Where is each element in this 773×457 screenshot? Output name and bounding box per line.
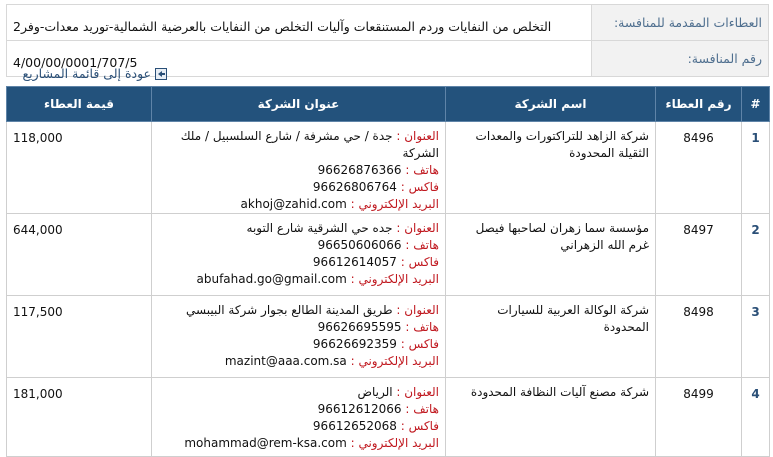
email-key: البريد الإلكتروني : [350, 354, 439, 368]
address-key: العنوان : [396, 303, 439, 317]
phone-text: 96612612066 [317, 402, 402, 416]
company-name: شركة الوكالة العربية للسيارات المحدودة [446, 296, 656, 378]
fax-key: فاكس : [400, 337, 439, 351]
offers-table-header [7, 87, 770, 122]
back-link-label: عودة إلى قائمة المشاريع [22, 66, 151, 81]
address-text: جده حي الشرقية شارع التوبه [246, 221, 393, 235]
phone-text: 96650606066 [317, 238, 402, 252]
fax-key: فاكس : [400, 255, 439, 269]
company-address [152, 122, 446, 214]
email-text: abufahad.go@gmail.com [196, 272, 347, 286]
fax-text: 96626692359 [312, 337, 397, 351]
row-index: 4 [742, 378, 770, 457]
address-line [158, 302, 439, 319]
company-name: مؤسسة سما زهران لصاحبها فيصل غرم الله الزهراني [446, 214, 656, 296]
address-text: طريق المدينة الطالع بجوار شركة البيبسي [186, 303, 393, 317]
offer-value: 118,000 [7, 122, 152, 214]
header-company-address[interactable]: عنوان الشركة [152, 87, 446, 122]
email-line [158, 196, 439, 213]
email-key: البريد الإلكتروني : [350, 436, 439, 450]
row-index: 2 [742, 214, 770, 296]
row-index: 1 [742, 122, 770, 214]
email-line [158, 435, 439, 452]
company-name: شركة الزاهد للتراكتورات والمعدات الثقيلة المحدودة [446, 122, 656, 214]
fax-key: فاكس : [400, 180, 439, 194]
back-arrow-icon [155, 68, 167, 80]
phone-line [158, 162, 439, 179]
company-address [152, 214, 446, 296]
company-address [152, 296, 446, 378]
offer-number: 8496 [656, 122, 742, 214]
fax-line [158, 254, 439, 271]
header-offer-value[interactable]: قيمة العطاء [7, 87, 152, 122]
table-row [7, 214, 770, 296]
address-key: العنوان : [396, 221, 439, 235]
phone-line [158, 237, 439, 254]
email-line [158, 353, 439, 370]
phone-text: 96626695595 [317, 320, 402, 334]
offer-value: 644,000 [7, 214, 152, 296]
email-key: البريد الإلكتروني : [350, 197, 439, 211]
table-row [7, 296, 770, 378]
offer-number: 8497 [656, 214, 742, 296]
offer-number: 8499 [656, 378, 742, 457]
address-key: العنوان : [396, 385, 439, 399]
fax-line [158, 418, 439, 435]
phone-line [158, 319, 439, 336]
address-line [158, 220, 439, 237]
email-line [158, 271, 439, 288]
fax-key: فاكس : [400, 419, 439, 433]
header-company-name[interactable]: اسم الشركة [446, 87, 656, 122]
fax-text: 96612614057 [312, 255, 397, 269]
address-line [158, 384, 439, 401]
email-text: mazint@aaa.com.sa [224, 354, 347, 368]
table-row [7, 122, 770, 214]
phone-key: هاتف : [405, 238, 439, 252]
back-to-projects-link[interactable] [23, 66, 167, 82]
address-text: الرياض [357, 385, 393, 399]
header-index[interactable]: # [742, 87, 770, 122]
tender-number-label: رقم المنافسة: [592, 41, 769, 77]
email-text: akhoj@zahid.com [240, 197, 347, 211]
offers-row [7, 5, 769, 41]
fax-line [158, 179, 439, 196]
tender-number-text: 4/00/00/0001/707/5 [13, 55, 138, 70]
address-text: جدة / حي مشرفة / شارع السلسبيل / ملك الشركة [180, 129, 439, 160]
fax-line [158, 336, 439, 353]
phone-key: هاتف : [405, 320, 439, 334]
company-name: شركة مصنع آليات النظافة المحدودة [446, 378, 656, 457]
phone-key: هاتف : [405, 163, 439, 177]
fax-text: 96626806764 [312, 180, 397, 194]
offers-value: التخلص من النفايات وردم المستنقعات وآليات التخلص من النفايات بالعرضية الشمالية-توريد معدات-وفر2 [7, 5, 592, 41]
address-line [158, 128, 439, 162]
row-index: 3 [742, 296, 770, 378]
offer-number: 8498 [656, 296, 742, 378]
company-address [152, 378, 446, 457]
offer-value: 117,500 [7, 296, 152, 378]
header-offer-number[interactable]: رقم العطاء [656, 87, 742, 122]
phone-line [158, 401, 439, 418]
phone-key: هاتف : [405, 402, 439, 416]
table-row [7, 378, 770, 457]
fax-text: 96612652068 [312, 419, 397, 433]
offers-label: العطاءات المقدمة للمنافسة: [592, 5, 769, 41]
address-key: العنوان : [396, 129, 439, 143]
offers-table [6, 86, 770, 457]
email-key: البريد الإلكتروني : [350, 272, 439, 286]
phone-text: 96626876366 [317, 163, 402, 177]
email-text: mohammad@rem-ksa.com [184, 436, 347, 450]
offer-value: 181,000 [7, 378, 152, 457]
